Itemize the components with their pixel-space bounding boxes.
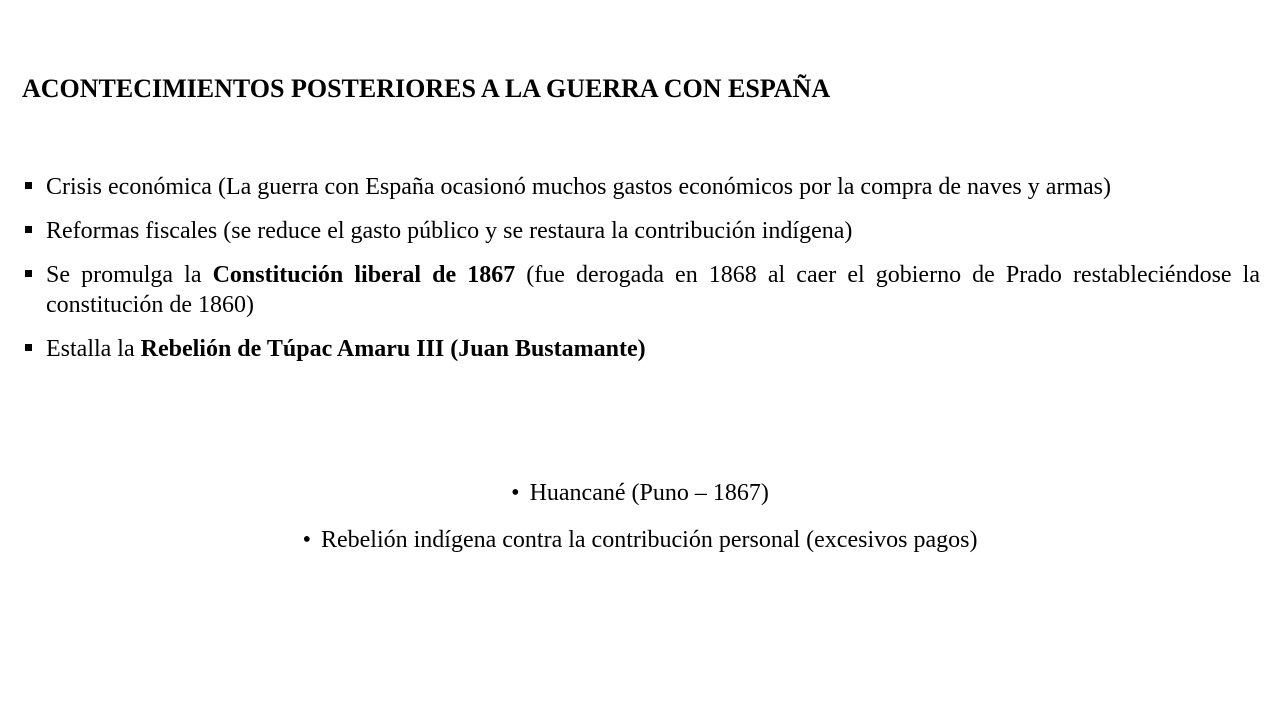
bullet-text: Reformas fiscales (se reduce el gasto público y se restaura la contribución indígena) bbox=[46, 218, 853, 244]
bullet-text: Estalla la bbox=[46, 336, 141, 362]
page-title: ACONTECIMIENTOS POSTERIORES A LA GUERRA CON ESPAÑA bbox=[22, 74, 831, 103]
sub-bullet-list bbox=[0, 478, 1280, 572]
bullet-bold-text: Constitución liberal de 1867 bbox=[212, 262, 516, 288]
square-bullet-icon bbox=[25, 226, 32, 233]
bullet-text: Se promulga la bbox=[46, 262, 213, 288]
bullet-bold-text: Rebelión de Túpac Amaru III (Juan Bustamante) bbox=[140, 336, 646, 362]
sub-bullet-text: Huancané (Puno – 1867) bbox=[529, 480, 769, 506]
bullet-text: Crisis económica (La guerra con España ocasionó muchos gastos económicos por la compra de naves y armas) bbox=[46, 174, 1111, 200]
bullet-item-crisis bbox=[22, 172, 1260, 202]
square-bullet-icon bbox=[25, 182, 32, 189]
bullet-text-after: (fue derogada en 1868 al caer el gobierno de Prado restableciéndose la constitución de 1860) bbox=[46, 262, 1260, 318]
square-bullet-icon bbox=[25, 344, 32, 351]
sub-bullet-item bbox=[0, 525, 1280, 555]
round-bullet-icon: • bbox=[302, 527, 311, 553]
square-bullet-icon bbox=[25, 270, 32, 277]
round-bullet-icon: • bbox=[511, 480, 520, 506]
bullet-item-rebelion bbox=[22, 334, 1260, 364]
bullet-list bbox=[22, 172, 1260, 378]
bullet-item-reformas bbox=[22, 216, 1260, 246]
bullet-item-constitucion bbox=[22, 260, 1260, 320]
sub-bullet-item bbox=[0, 478, 1280, 508]
sub-bullet-text: Rebelión indígena contra la contribución personal (excesivos pagos) bbox=[320, 527, 978, 553]
